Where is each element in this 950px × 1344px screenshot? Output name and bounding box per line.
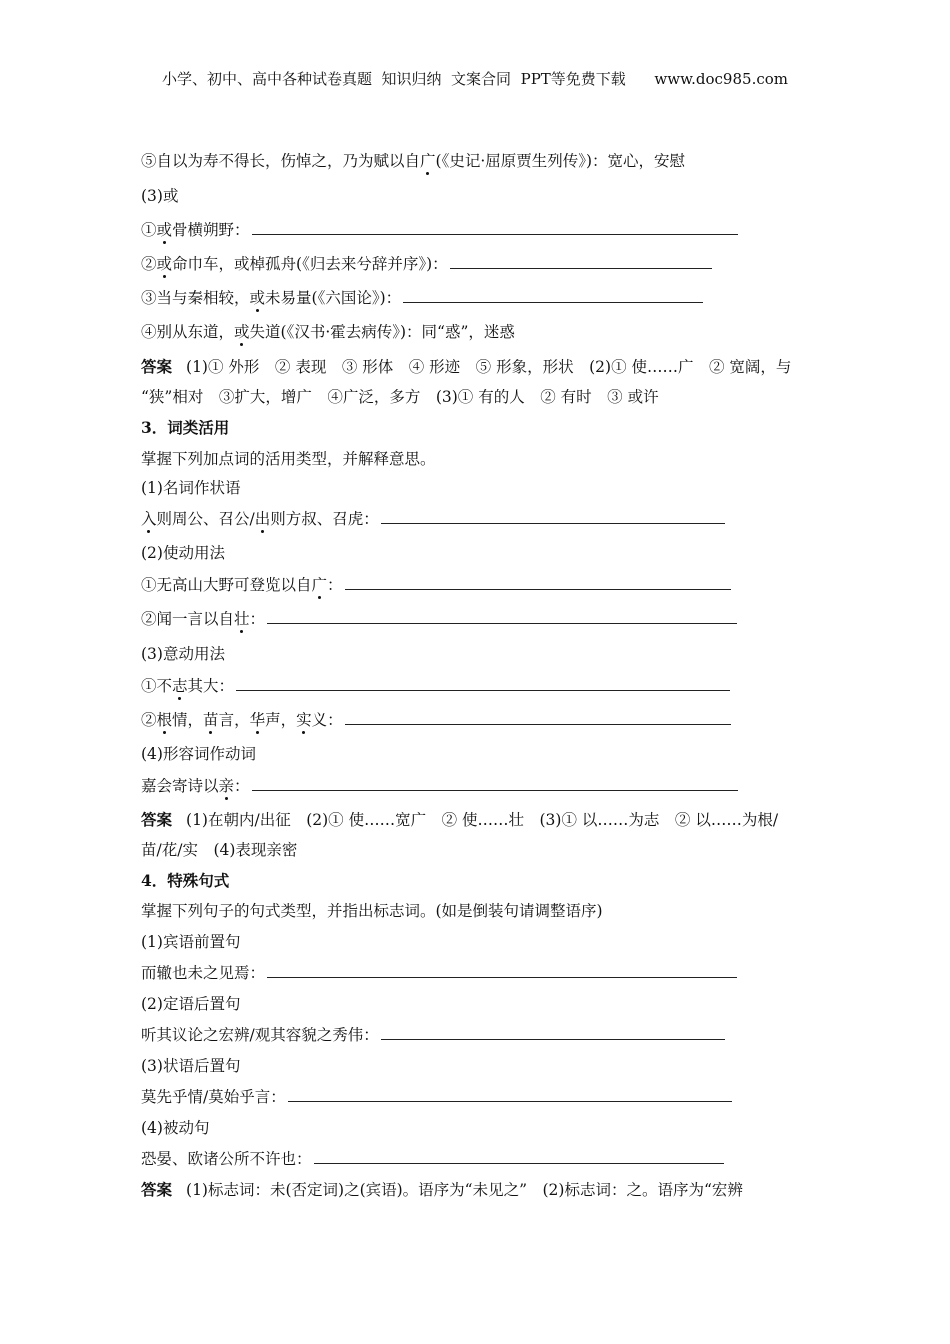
answer-line: 苗/花/实 (4)表现亲密	[141, 841, 298, 859]
answer-blank[interactable]	[345, 710, 731, 725]
subsection-title: (4)被动句	[141, 1119, 210, 1137]
fill-item: 恐晏、欧诸公所不许也：	[141, 1148, 724, 1170]
answer-blank[interactable]	[288, 1087, 732, 1102]
answer-blank[interactable]	[381, 509, 725, 524]
answer-blank[interactable]	[267, 609, 737, 624]
fill-item: ②或命巾车，或棹孤舟(《归去来兮辞并序》)：	[141, 253, 712, 275]
fill-item: 听其议论之宏辨/观其容貌之秀伟：	[141, 1024, 725, 1046]
answer-blank[interactable]	[403, 288, 703, 303]
subsection-title: (3)状语后置句	[141, 1057, 241, 1075]
section-title: 4．特殊句式	[141, 871, 230, 890]
answer-line: 答案 (1)标志词：未(否定词)之(宾语)。语序为“未见之” (2)标志词：之。语序为“宏辨	[141, 1180, 743, 1199]
answer-line: 答案 (1)① 外形 ② 表现 ③ 形体 ④ 形迹 ⑤ 形象，形状 (2)① 使……广 ② 宽阔，与	[141, 357, 792, 376]
answer-line: 答案 (1)在朝内/出征 (2)① 使……宽广 ② 使……壮 (3)① 以……为志 ② 以……为根/	[141, 810, 779, 829]
fill-item: ②闻一言以自壮：	[141, 608, 737, 630]
fill-item: ③当与秦相较，或未易量(《六国论》)：	[141, 287, 703, 309]
fill-item: ①无高山大野可登览以自广：	[141, 574, 731, 596]
fill-item: 莫先乎情/莫始乎言：	[141, 1086, 732, 1108]
answer-blank[interactable]	[345, 575, 731, 590]
answer-blank[interactable]	[252, 220, 738, 235]
subsection-title: (3)意动用法	[141, 645, 225, 663]
fill-item: ①不志其大：	[141, 675, 730, 697]
instruction: 掌握下列句子的句式类型，并指出标志词。(如是倒装句请调整语序)	[141, 902, 603, 920]
answer-blank[interactable]	[236, 676, 730, 691]
answer-line: “狭”相对 ③扩大，增广 ④广泛，多方 (3)① 有的人 ② 有时 ③ 或许	[141, 388, 659, 406]
answer-blank[interactable]	[252, 776, 738, 791]
answer-blank[interactable]	[381, 1025, 725, 1040]
section-title: 3．词类活用	[141, 418, 230, 437]
answer-blank[interactable]	[314, 1149, 724, 1164]
subsection-title: (2)定语后置句	[141, 995, 241, 1013]
fill-item: 而辙也未之见焉：	[141, 962, 737, 984]
page-header: 小学、初中、高中各种试卷真题 知识归纳 文案合同 PPT等免费下载 www.doc985.com	[161, 70, 788, 88]
fill-item: 入则周公、召公/出则方叔、召虎：	[141, 508, 725, 530]
fill-item: ①或骨横朔野：	[141, 219, 738, 241]
subsection-title: (3)或	[141, 187, 179, 205]
fill-item: ②根情，苗言，华声，实义：	[141, 709, 731, 731]
item-5: ⑤自以为寿不得长，伤悼之，乃为赋以自广(《史记·屈原贾生列传》)：宽心，安慰	[141, 152, 686, 170]
subsection-title: (1)宾语前置句	[141, 933, 241, 951]
answer-blank[interactable]	[450, 254, 712, 269]
answer-blank[interactable]	[267, 963, 737, 978]
subsection-title: (2)使动用法	[141, 544, 225, 562]
fill-item: 嘉会寄诗以亲：	[141, 775, 738, 797]
item-4: ④别从东道，或失道(《汉书·霍去病传》)：同“惑”，迷惑	[141, 323, 515, 341]
instruction: 掌握下列加点词的活用类型，并解释意思。	[141, 450, 436, 468]
subsection-title: (4)形容词作动词	[141, 745, 256, 763]
subsection-title: (1)名词作状语	[141, 479, 241, 497]
